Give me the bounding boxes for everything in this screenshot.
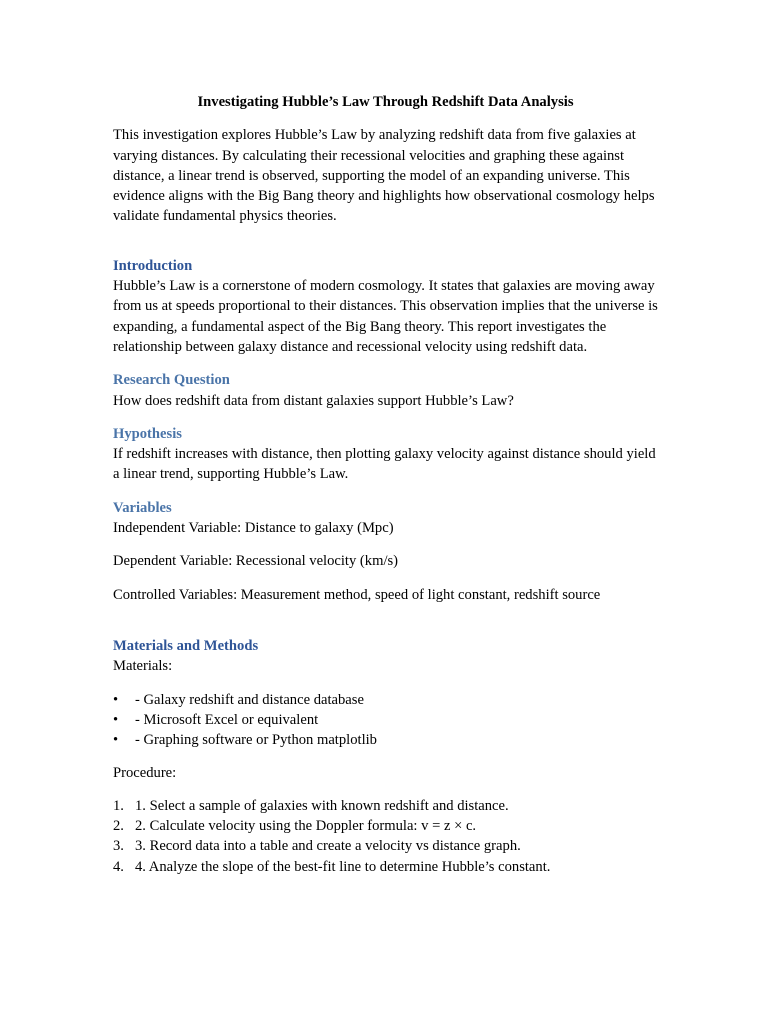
independent-variable: Independent Variable: Distance to galaxy (Mpc) bbox=[113, 520, 394, 537]
abstract-paragraph: This investigation explores Hubble’s Law by analyzing redshift data from five galaxies at varying distances. By calculating their recessional velocities and graphing these against distance, a linear trend is observed, supporting the model of an expanding universe. This evidence aligns with the Big Bang theory and highlights how observational cosmology helps validate fundamental physics theories. bbox=[113, 127, 655, 225]
step-number: 2. bbox=[113, 818, 124, 835]
controlled-variables: Controlled Variables: Measurement method, speed of light constant, redshift source bbox=[113, 586, 601, 603]
materials-label: Materials: bbox=[113, 658, 173, 675]
bullet-icon: • bbox=[113, 732, 119, 749]
step-number: 4. bbox=[113, 858, 124, 875]
research-question-heading: Research Question bbox=[113, 372, 230, 389]
document-title: Investigating Hubble’s Law Through Redshift Data Analysis bbox=[197, 94, 574, 110]
step-text: 1. Select a sample of galaxies with known redshift and distance. bbox=[135, 797, 509, 814]
list-item bbox=[113, 836, 658, 856]
variables-heading: Variables bbox=[113, 499, 172, 516]
step-text: 4. Analyze the slope of the best-fit line to determine Hubble’s constant. bbox=[135, 858, 551, 875]
procedure-list bbox=[113, 796, 658, 877]
hypothesis-section bbox=[113, 424, 658, 485]
list-item bbox=[113, 857, 658, 877]
variables-section bbox=[113, 498, 658, 605]
document-page bbox=[113, 92, 658, 877]
list-item-text: - Galaxy redshift and distance database bbox=[135, 691, 364, 708]
list-item bbox=[113, 796, 658, 816]
research-question-text: How does redshift data from distant galaxies support Hubble’s Law? bbox=[113, 392, 514, 409]
research-question-section bbox=[113, 370, 658, 411]
list-item bbox=[113, 690, 658, 710]
hypothesis-heading: Hypothesis bbox=[113, 425, 182, 442]
list-item-text: - Graphing software or Python matplotlib bbox=[135, 732, 377, 749]
introduction-heading: Introduction bbox=[113, 257, 193, 274]
list-item bbox=[113, 730, 658, 750]
materials-list bbox=[113, 690, 658, 751]
hypothesis-text: If redshift increases with distance, then plotting galaxy velocity against distance should yield a linear trend, supporting Hubble’s Law. bbox=[113, 446, 656, 483]
section-spacer bbox=[113, 618, 658, 636]
step-text: 2. Calculate velocity using the Doppler formula: v = z × c. bbox=[135, 818, 477, 835]
bullet-icon: • bbox=[113, 711, 119, 728]
materials-methods-section bbox=[113, 636, 658, 877]
materials-methods-heading: Materials and Methods bbox=[113, 637, 259, 654]
bullet-icon: • bbox=[113, 691, 119, 708]
dependent-variable: Dependent Variable: Recessional velocity (km/s) bbox=[113, 553, 399, 570]
introduction-text: Hubble’s Law is a cornerstone of modern cosmology. It states that galaxies are moving away from us at speeds proportional to their distances. This observation implies that the universe is expanding, a fundamental aspect of the Big Bang theory. This report investigates the relationship between galaxy distance and recessional velocity using redshift data. bbox=[113, 278, 658, 355]
list-item bbox=[113, 816, 658, 836]
procedure-label: Procedure: bbox=[113, 765, 177, 782]
list-item bbox=[113, 710, 658, 730]
step-text: 3. Record data into a table and create a velocity vs distance graph. bbox=[135, 838, 521, 855]
step-number: 1. bbox=[113, 797, 124, 814]
step-number: 3. bbox=[113, 838, 124, 855]
introduction-section bbox=[113, 256, 658, 357]
list-item-text: - Microsoft Excel or equivalent bbox=[135, 711, 319, 728]
